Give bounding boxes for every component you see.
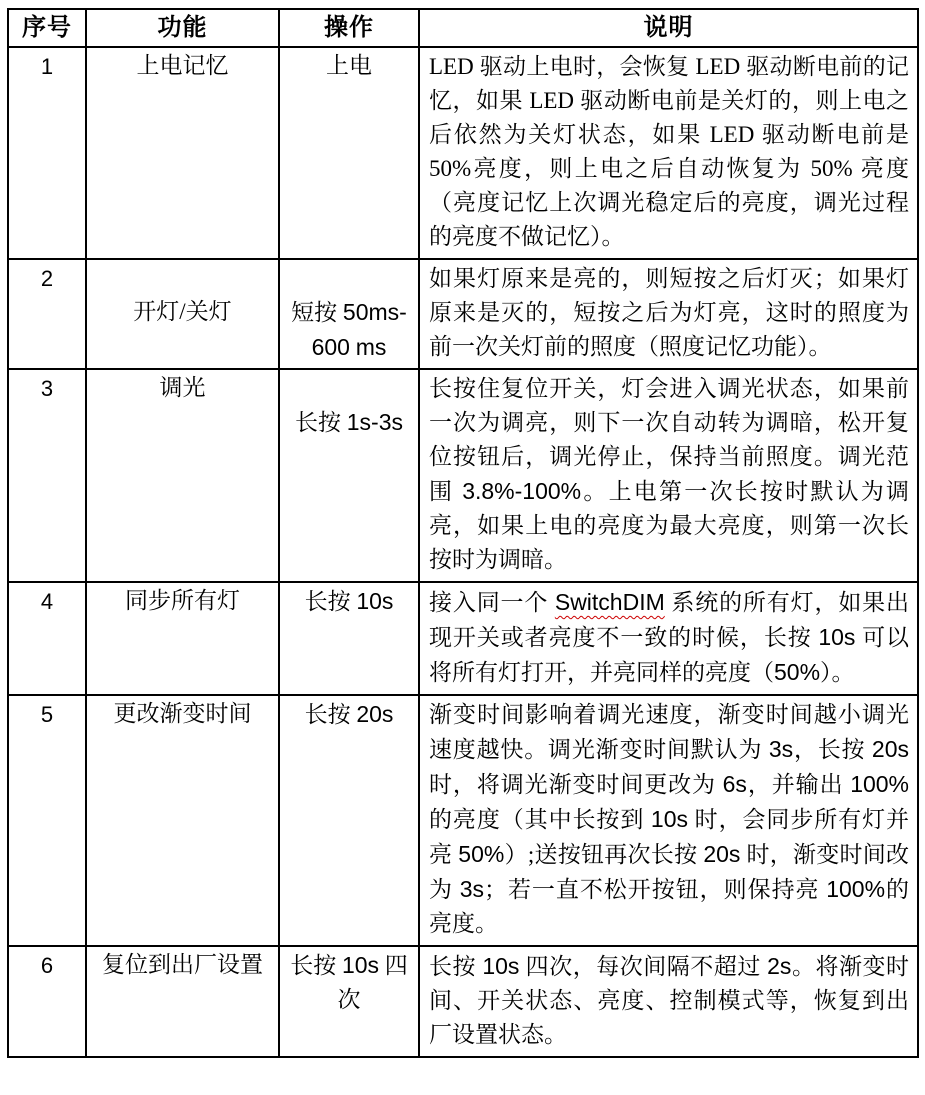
cell-desc: LED 驱动上电时，会恢复 LED 驱动断电前的记忆，如果 LED 驱动断电前是关灯的，则上电之后依然为关灯状态，如果 LED 驱动断电前是 50%亮度，则上电之后自动恢复为 50% 亮度（亮度记忆上次调光稳定后的亮度，调光过程的亮度不做记忆）。 [419,47,918,259]
column-header-no: 序号 [8,9,86,47]
header-row [8,9,918,47]
cell-no: 1 [8,47,86,259]
latin-text: 3s [768,736,794,762]
latin-text: SwitchDIM [554,589,665,615]
cell-func: 开灯/关灯 [86,259,279,369]
latin-text: 50% [429,156,472,181]
latin-text: 1s-3s [346,409,403,435]
latin-text: 50ms-600 [311,299,407,360]
cell-op: 长按 10s [279,582,419,695]
cell-no: 4 [8,582,86,695]
cell-desc: 接入同一个 SwitchDIM 系统的所有灯，如果出现开关或者亮度不一致的时候，长按 10s 可以将所有灯打开，并亮同样的亮度（50%）。 [419,582,918,695]
cell-no: 5 [8,695,86,946]
table-row-1 [8,47,918,259]
latin-text: 50% [774,659,821,685]
cell-op: 长按 10s 四次 [279,946,419,1057]
latin-text: LED [529,88,575,113]
latin-text: LED [709,122,755,147]
cell-desc: 渐变时间影响着调光速度，渐变时间越小调光速度越快。调光渐变时间默认为 3s，长按 20s 时，将调光渐变时间更改为 6s，并输出 100%的亮度（其中长按到 10s 时，会同步所有灯并亮 50%）;送按钮再次长按 20s 时，渐变时间改为 3s；若一直不松开按钮，则保持亮 100%的亮度。 [419,695,918,946]
latin-text: 10s [482,953,520,979]
cell-no: 6 [8,946,86,1057]
latin-text: 50% [810,156,853,181]
cell-op: 长按 1s-3s [279,369,419,582]
latin-text: LED [429,54,474,79]
cell-op: 上电 [279,47,419,259]
cell-desc: 如果灯原来是亮的，则短按之后灯灭；如果灯原来是灭的，短按之后为灯亮，这时的照度为前一次关灯前的照度（照度记忆功能）。 [419,259,918,369]
table-row-6 [8,946,918,1057]
cell-no: 2 [8,259,86,369]
latin-text: 3.8%-100% [462,478,582,504]
latin-text: 100% [826,876,886,902]
table-row-3 [8,369,918,582]
function-description-table [7,8,919,1058]
column-header-desc: 说明 [419,9,918,47]
latin-text: 10s [650,806,689,832]
cell-op: 长按 20s [279,695,419,946]
cell-desc: 长按住复位开关，灯会进入调光状态，如果前一次为调亮，则下一次自动转为调暗，松开复位按钮后，调光停止，保持当前照度。调光范围 3.8%-100%。上电第一次长按时默认为调亮，如果上电的亮度为最大亮度，则第一次长按时为调暗。 [419,369,918,582]
latin-text: 100% [850,771,910,797]
column-header-op: 操作 [279,9,419,47]
latin-text: 6s [722,771,747,797]
table-row-4 [8,582,918,695]
cell-op: 短按 50ms-600 ms [279,259,419,369]
latin-text: 10s [341,952,380,978]
cell-func: 调光 [86,369,279,582]
column-header-func: 功能 [86,9,279,47]
cell-func: 上电记忆 [86,47,279,259]
cell-func: 更改渐变时间 [86,695,279,946]
latin-text: 20s [356,701,394,727]
latin-text: 2s [767,953,792,979]
latin-text: 10s [356,588,394,614]
table-row-2 [8,259,918,369]
latin-text: 20s [703,841,741,867]
latin-text: 10s [818,624,856,650]
latin-text: ms [355,334,387,360]
cell-func: 同步所有灯 [86,582,279,695]
cell-func: 复位到出厂设置 [86,946,279,1057]
latin-text: 3s [459,876,484,902]
latin-text: LED [695,54,741,79]
table-row-5 [8,695,918,946]
latin-text: 50% [458,841,505,867]
latin-text: 20s [871,736,910,762]
cell-no: 3 [8,369,86,582]
cell-desc: 长按 10s 四次，每次间隔不超过 2s。将渐变时间、开关状态、亮度、控制模式等，恢复到出厂设置状态。 [419,946,918,1057]
